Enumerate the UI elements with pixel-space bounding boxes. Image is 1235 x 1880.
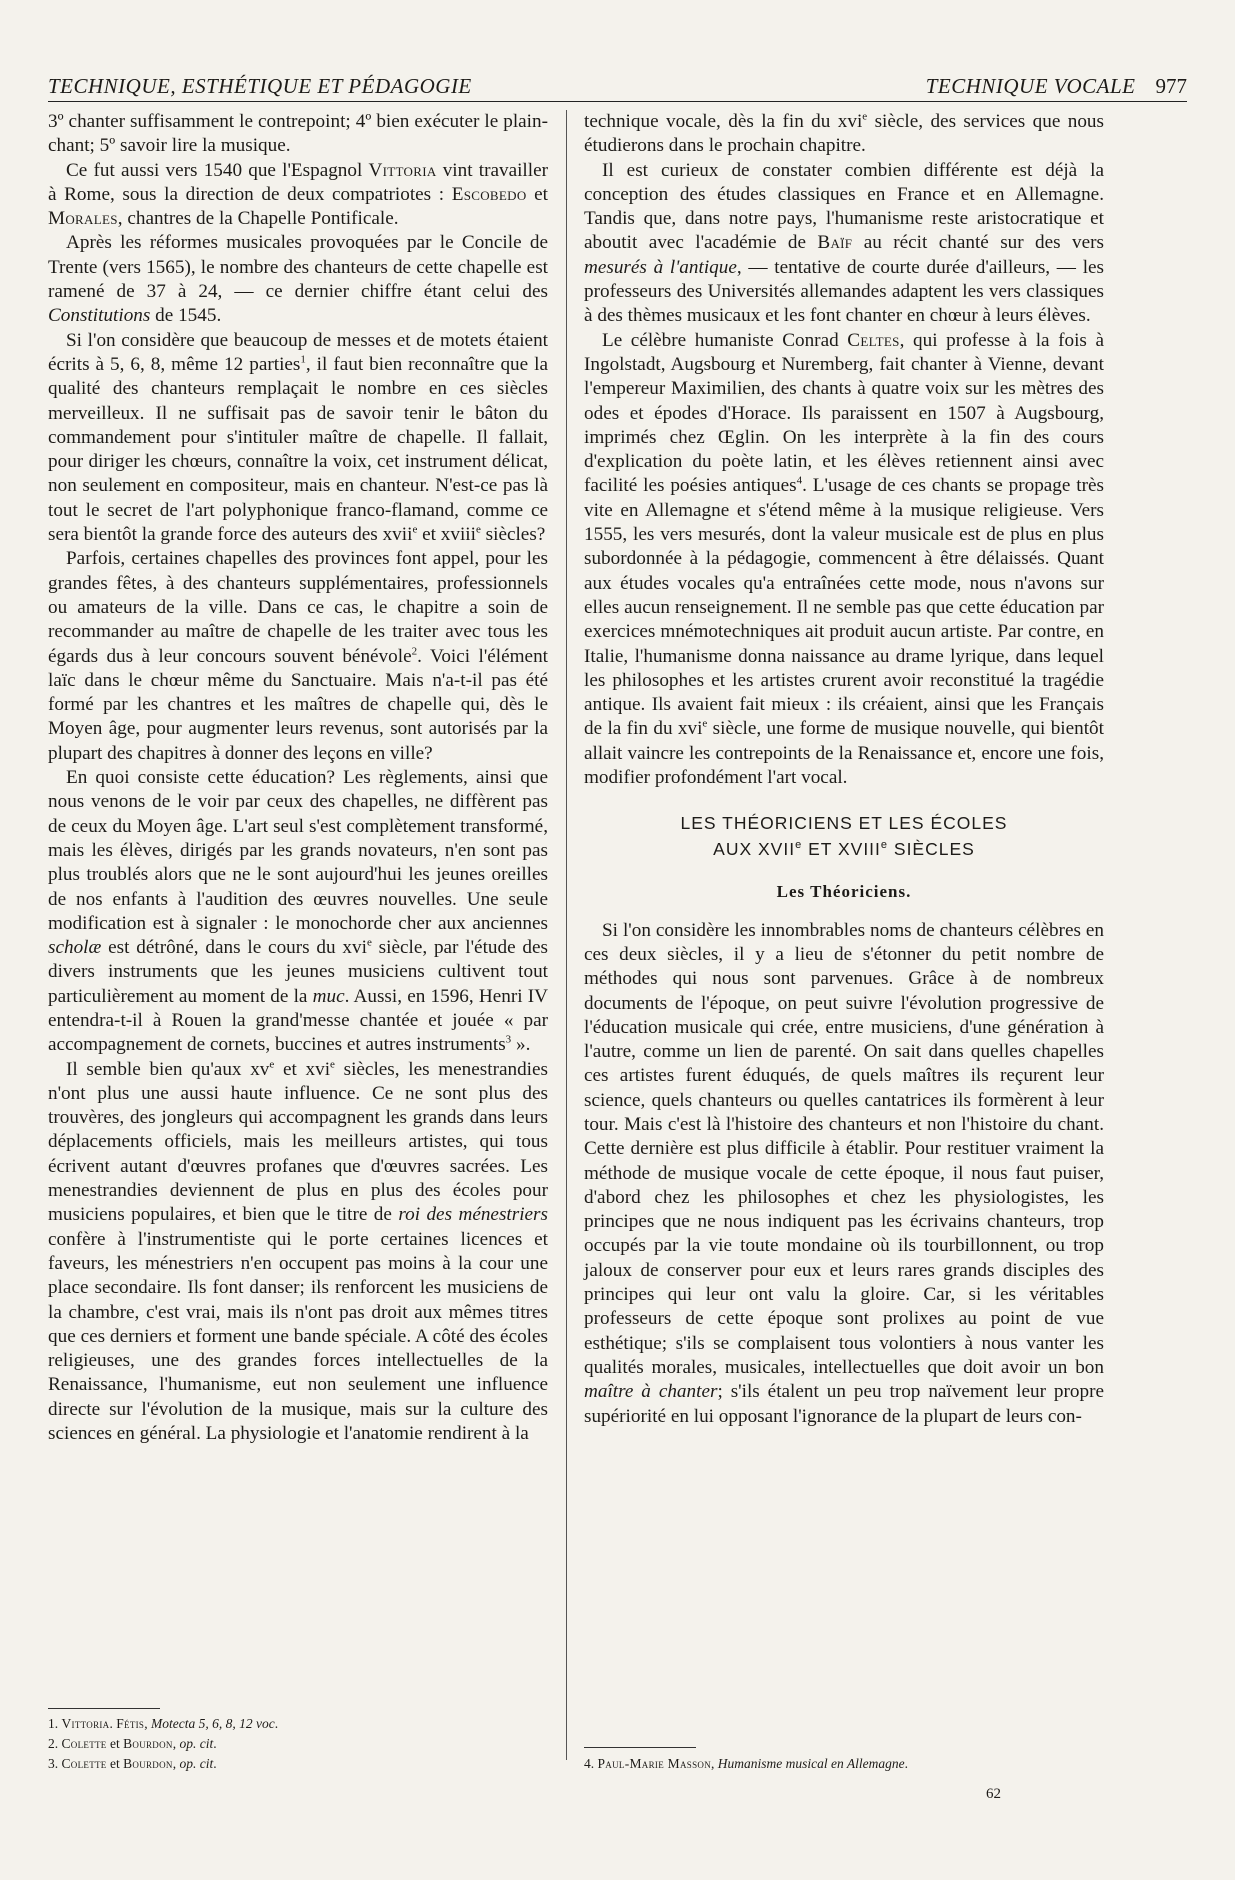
footnote-marker[interactable]: 2	[411, 645, 418, 658]
paragraph: Après les réformes musicales provoquées par le Concile de Trente (vers 1565), le nombre des chanteurs de cette chapelle est ramené de 37 à 24, — ce dernier chiffre étant celui des Constitutions de 1545.	[48, 232, 548, 327]
header-page-number: 977	[1155, 74, 1187, 98]
footnote-rule	[584, 1747, 696, 1748]
footnote-rule	[48, 1708, 160, 1709]
left-column	[48, 110, 548, 1702]
footnotes-right	[584, 1754, 1104, 1774]
paragraph: Il semble bien qu'aux $xv^e$ et xvi$^e$ siècles, les menestrandies n'ont plus une aussi haute influence. Ce ne sont plus des trouvères, des jongleurs qui accompagnent les grands dans leurs déplacements officiels, mais les meilleurs artistes, qui tous écrivent autant d'œuvres profanes que d'œuvres sacrées. Les menestrandies deviennent de plus en plus des écoles pour musiciens populaires, et bien que le titre de roi des ménestriers confère à l'instrumentiste qui le porte certaines licences et faveurs, les ménestriers n'en occupent pas moins à la cour une place secondaire. Ils font danser; ils renforcent les musiciens de la chambre, c'est vrai, mais ils n'ont pas droit aux mêmes titres que ces derniers et forment une bande spéciale. A côté des écoles religieuses, une des grandes forces intellectuelles de la Renaissance, l'humanisme, eut non seulement une influence directe sur l'évolution de la musique, mais sur la culture des sciences en général. La physiologie et l'anatomie rendirent à la	[48, 1058, 548, 1445]
paragraph: Parfois, certaines chapelles des provinces font appel, pour les grandes fêtes, à des chanteurs supplémentaires, professionnels ou amateurs de la ville. Dans ce cas, le chapitre a soin de recommander au maître de chapelle de les traiter avec tous les égards dus à leur concours souvent bénévole$^2$. Voici l'élément laïc dans le chœur même du Sanctuaire. Mais n'a-t-il pas été formé par les chantres et les maîtres de chapelle qui, dès le Moyen âge, pour augmenter leurs revenus, sont autorisés par la plupart des chapitres à donner des leçons en ville?	[48, 548, 548, 764]
paragraph: technique vocale, dès la fin du xvi$^e$ siècle, des services que nous étudierons dans le prochain chapitre.	[584, 110, 1104, 157]
italic-title: Constitutions	[48, 305, 151, 327]
subsection-heading: Les Théoriciens.	[776, 882, 912, 902]
paragraph: Il est curieux de constater combien différente est déjà la conception des études classiques en France et en Allemagne. Tandis que, dans notre pays, l'humanisme reste aristocratique et aboutit avec l'académie de Baïf au récit chanté sur des vers mesurés à l'antique, — tentative de courte durée d'ailleurs, — les professeurs des Universités allemandes adaptent les vers classiques à des thèmes musicaux et les font chanter en chœur à leurs élèves.	[584, 159, 1105, 327]
header-right	[926, 74, 1187, 99]
person-name: Baïf	[817, 232, 853, 254]
right-column	[584, 110, 1104, 1760]
footnotes-left	[48, 1714, 548, 1774]
footnote-marker[interactable]: 1	[300, 353, 306, 366]
footnote-marker[interactable]: 3	[505, 1033, 512, 1046]
footnote: 4. Paul-Marie Masson, Humanisme musical en Allemagne.	[584, 1756, 908, 1771]
person-name: Vittoria	[368, 159, 437, 181]
running-header	[48, 74, 1187, 102]
paragraph: Si l'on considère les innombrables noms de chanteurs célèbres en ces deux siècles, il y a lieu de s'étonner du petit nombre de méthodes qui nous sont parvenues. Grâce à de nombreux documents de l'époque, on peut suivre l'évolution progressive de l'éducation musicale qui crée, entre musiciens, d'une génération à l'autre, comme un lien de parenté. On sait dans quelles chapelles ces artistes furent éduqués, de quels maîtres ils reçurent leur science, quels chanteurs ou quelles cantatrices ils formèrent à leur tour. Mais c'est là l'histoire des chanteurs et non l'histoire du chant. Cette dernière est plus difficile à établir. Pour restituer vraiment la méthode de musique vocale de cette époque, il nous faut puiser, d'abord chez les philosophes et chez les physiologistes, les principes que ne nous indiquent pas les écrivains chanteurs, trop occupés par la vie toute mondaine où ils tourbillonnent, ou trop jaloux de conserver pour eux et leurs rares grands disciples des principes qui leur ont valu la gloire. Car, si les véritables professeurs de cette époque sont prolixes au point de vue esthétique; s'ils se complaisent tous volontiers à nous vanter les qualités morales, musicales, intellectuelles que doit avoir un bon maître à chanter; s'ils étalent un peu trop naïvement leur propre supériorité en lui opposant l'ignorance de la plupart de leurs con-	[584, 919, 1104, 1427]
paragraph: En quoi consiste cette éducation? Les règlements, ainsi que nous venons de le voir par ceux des chapelles, ne diffèrent pas de ceux du Moyen âge. L'art seul s'est complètement transformé, mais les élèves, dirigés par les grands novateurs, n'en sont pas plus troublés alors que ne le sont aujourd'hui les jeunes oreilles de nos enfants à l'audition des œuvres nouvelles. Une seule modification est à signaler : le monochorde cher aux anciennes scholæ est détrôné, dans le cours du xvi$^e$ siècle, par l'étude des divers instruments que les jeunes musiciens cultivent tout particulièrement au moment de la muc. Aussi, en 1596, Henri IV entendra-t-il à Rouen la grand'messe chantée et jouée « par accompagnement de cornets, buccines et autres instruments$^3$ ».	[48, 767, 548, 1056]
header-right-title: TECHNIQUE VOCALE	[925, 74, 1136, 98]
paragraph: Le célèbre humaniste Conrad Celtes, qui professe à la fois à Ingolstadt, Augsbourg et Nuremberg, fait chanter à Vienne, devant l'empereur Maximilien, des chants à quatre voix sur les mètres des odes et épodes d'Horace. Ils paraissent en 1507 à Augsbourg, imprimés chez Œglin. On les interprète à la fin des cours d'explication du poète latin, et les élèves retiennent ainsi avec facilité les poésies antiques$^4$. L'usage de ces chants se propage très vite en Allemagne et s'étend même à la musique religieuse. Vers 1555, les vers mesurés, dont la valeur musicale est de plus en plus subordonnée à la pédagogie, commencent à être délaissés. Quant aux études vocales qu'a entraînées cette mode, nous n'avons sur elles aucun renseignement. Il ne semble pas que cette éducation par exercices mnémotechniques ait produit aucun artiste. Par contre, en Italie, l'humanisme donna naissance au drame lyrique, dans lequel les philosophes et les artistes crurent avoir reconstitué la tragédie antique. Ils avaient fait mieux : ils créaient, ainsi que les Français de la fin du xvi$^e$ siècle, une forme de musique nouvelle, qui bientôt allait vaincre les contrepoints de la Renaissance et, encore une fois, modifier profondément l'art vocal.	[584, 329, 1104, 789]
section-heading: LES THÉORICIENS ET LES ÉCOLES AUX XVIIe ET XVIIIe SIÈCLES	[680, 813, 1008, 860]
header-rule	[48, 101, 1187, 102]
paragraph: 3º chanter suffisamment le contrepoint; 4º bien exécuter le plain-chant; 5º savoir lire la musique.	[48, 111, 548, 157]
header-left-title: TECHNIQUE, ESTHÉTIQUE ET PÉDAGOGIE	[48, 74, 472, 98]
signature-number: 62	[986, 1786, 1001, 1802]
footnote: 3. Colette et Bourdon, op. cit.	[48, 1756, 217, 1771]
footnote: 2. Colette et Bourdon, op. cit.	[48, 1736, 217, 1751]
paragraph: Si l'on considère que beaucoup de messes et de motets étaient écrits à 5, 6, 8, même 12 parties$^1$, il faut bien reconnaître que la qualité des chanteurs remplaçait le nombre en ces siècles merveilleux. Il ne suffisait pas de savoir tenir le bâton du commandement pour s'intituler maître de chapelle. Il fallait, pour diriger les chœurs, connaître la voix, cet instrument délicat, non seulement en compositeur, mais en chanteur. N'est-ce pas là tout le secret de l'art polyphonique franco-flamand, comme ce sera bientôt la grande force des auteurs des xvii$^e$ et xviii$^e$ siècles?	[48, 329, 548, 546]
footnote-marker[interactable]: 4	[796, 475, 803, 488]
column-divider	[566, 110, 567, 1760]
footnote: 1. Vittoria. Fétis, Motecta 5, 6, 8, 12 voc.	[48, 1716, 279, 1731]
paragraph: Ce fut aussi vers 1540 que l'Espagnol Vittoria vint travailler à Rome, sous la direction de deux compatriotes : Escobedo et Morales, chantres de la Chapelle Pontificale.	[48, 159, 548, 230]
person-name: Morales	[48, 208, 118, 230]
person-name: Celtes	[847, 329, 900, 351]
person-name: Escobedo	[451, 183, 527, 205]
